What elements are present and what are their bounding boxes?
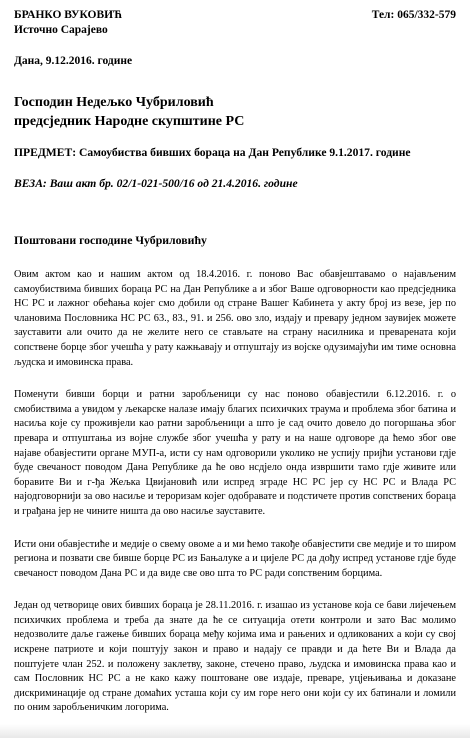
sender-phone: Тел: 065/332-579 [371, 9, 456, 21]
sender-block [14, 8, 122, 38]
sender-city: Источно Сарајево [14, 24, 108, 36]
letter-subject: ПРЕДМЕТ: Самоубиства бивших бораца на Дан Републике 9.1.2017. године [14, 146, 411, 159]
letter-reference: ВЕЗА: Ваш акт бр. 02/1-021-500/16 од 21.4.2016. године [14, 177, 298, 190]
letter-body [14, 268, 456, 716]
recipient-block [14, 93, 456, 131]
body-paragraph: Исти они обавјестиће и медије о свему овоме а и ми ћемо такође обавјестити све медије и то широм региона и позвати све бивше борце РС из Бањалуке а и цијеле РС да дођу испред установе гдје буде свечаност поводом Дана РС и да виде све ово шта то РС ради сопственим борцима. [14, 538, 456, 579]
sender-name: БРАНКО ВУКОВИЋ [14, 9, 123, 21]
letter-salutation: Поштовани господине Чубриловићу [14, 233, 207, 247]
body-paragraph: Овим актом као и нашим актом од 18.4.2016. г. поново Вас обавјештавамо о најављеним самоубиствима бивших бораца РС на Дан Републике а и због Ваше одговорности као предсједника НС РС и лажног обећања којег смо добили од стране Вашег Кабинета у акту број из везе, јер по члановима Пословника НС РС 63., 83., 91. и 256. ово зло, издају и превару једном заувијек можете зауставити али очито да не желите него се стављате на страну насилника и преварената који сопствене борце због учешћа у рату кажњавају и отпуштају из војске одузимајући им тиме основна људска и имовинска права. [14, 269, 456, 368]
recipient-title: предсједник Народне скупштине РС [14, 114, 245, 129]
letter-header [14, 8, 456, 38]
page-bottom-edge [0, 724, 470, 738]
body-paragraph: Један од четворице ових бивших бораца је 28.11.2016. г. изашао из установе која се бави лијечењем психичких проблема и треба да знате да ће се ситуација отети контроли и зато Вас молимо недозволите даље гажење бивших бораца међу којима има и рањених и одликованих а који су свој искрене патриоте и који поштују закон и право и надају се правди и да ћете Ви и Влада да поштујете члан 252. и положену заклетву, законе, стечено право, људска и имовинска права као и сам Пословник НС РС а не како кажу поштоване ове издаје, преваре, уцјењивања и доказане дискриминације од стране домаћих усташа који су им горе него они који су их батинали и ломили по оним заробљеничким логорима. [14, 600, 456, 714]
recipient-name: Господин Недељко Чубриловић [14, 95, 214, 110]
letter-date: Дана, 9.12.2016. године [14, 55, 133, 67]
body-paragraph: Поменути бивши борци и ратни заробљеници су нас поново обавјестили 6.12.2016. г. о смобиствима а увидом у љекарске налазе имају благих психичких траума и проблема због батина и насиља које су проживјели као ратни заробљеници а што је сад очито довело до погоршања због превара и отпуштања из војне службе због учешћа у рату и на наше одговоре да ћемо због ове најаве обавјестити органе МУП-а, исти су нам одговорили уколико не успију пријћи установи гдје буде свечаност поводом Дана Републике да ће ово нсдјело онда извршити тамо гдје живите или боравите Ви и г-ђа Жељка Цвијановић или испред зграде НС РС јер су НС РС и Влада РС најодговорнији за ово насиље и тероризам којег одобравате и подстичете против сопствених бораца и грађана јер не чините ништа да ово насиље зауставите. [14, 389, 456, 517]
